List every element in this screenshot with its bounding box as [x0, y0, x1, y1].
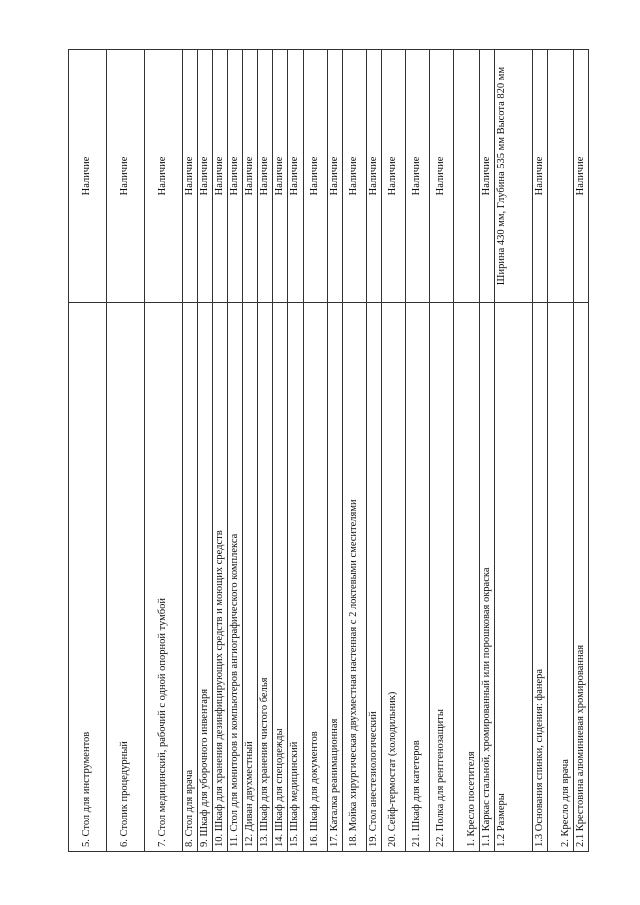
- item-name: 13. Шкаф для хранения чистого белья: [258, 303, 273, 852]
- item-name: 14. Шкаф для спецодежды: [273, 303, 288, 852]
- table-row: [303, 50, 327, 852]
- equipment-table: [68, 49, 589, 852]
- table-row: [183, 50, 198, 852]
- item-value: Наличие: [183, 50, 198, 303]
- item-value: Наличие: [327, 50, 342, 303]
- item-name: 12. Диван двухместный: [243, 303, 258, 852]
- item-value: Наличие: [145, 50, 183, 303]
- table-row: [381, 50, 405, 852]
- item-value: Наличие: [228, 50, 243, 303]
- item-name: 18. Мойка хирургическая двухместная настенная с 2 локтевыми смесителями: [342, 303, 366, 852]
- item-name: 1.3 Основания спинки, сидения: фанера: [532, 303, 547, 852]
- item-value: Наличие: [573, 50, 588, 303]
- section-header-row: [453, 50, 479, 852]
- table-row: [532, 50, 547, 852]
- table-row: [342, 50, 366, 852]
- item-value: Наличие: [69, 50, 107, 303]
- item-name: 19. Стол анестезиологический: [366, 303, 381, 852]
- item-name: 20. Сейф-термостат (холодильник): [381, 303, 405, 852]
- table-row: [198, 50, 213, 852]
- item-name: 6. Столик процедурный: [107, 303, 145, 852]
- table-row: [213, 50, 228, 852]
- table-row: [366, 50, 381, 852]
- table-row: [405, 50, 429, 852]
- item-name: 1.2 Размеры: [494, 303, 532, 852]
- table-row: [288, 50, 303, 852]
- section-header-row: [547, 50, 573, 852]
- item-value: Наличие: [243, 50, 258, 303]
- item-value: Ширина 430 мм, Глубина 535 мм Высота 820 мм: [494, 50, 532, 303]
- table-row: [573, 50, 588, 852]
- section-empty-cell: [453, 50, 479, 303]
- item-name: 5. Стол для инструментов: [69, 303, 107, 852]
- section-empty-cell: [547, 50, 573, 303]
- item-value: Наличие: [366, 50, 381, 303]
- item-value: Наличие: [213, 50, 228, 303]
- table-row: [479, 50, 494, 852]
- item-name: 11. Стол для мониторов и компьютеров ангиографического комплекса: [228, 303, 243, 852]
- item-value: Наличие: [198, 50, 213, 303]
- item-name: 15. Шкаф медицинский: [288, 303, 303, 852]
- table-row: [429, 50, 453, 852]
- item-name: 9. Шкаф для уборочного инвентаря: [198, 303, 213, 852]
- item-name: 16. Шкаф для документов: [303, 303, 327, 852]
- section-title: 1. Кресло посетителя: [453, 303, 479, 852]
- item-value: Наличие: [288, 50, 303, 303]
- table-row: [145, 50, 183, 852]
- section-title: 2. Кресло для врача: [547, 303, 573, 852]
- table-row: [494, 50, 532, 852]
- item-value: Наличие: [342, 50, 366, 303]
- item-value: Наличие: [303, 50, 327, 303]
- item-name: 7. Стол медицинский, рабочий с одной опорной тумбой: [145, 303, 183, 852]
- item-name: 2.1 Крестовина алюминиевая хромированная: [573, 303, 588, 852]
- table-row: [69, 50, 107, 852]
- item-value: Наличие: [405, 50, 429, 303]
- item-value: Наличие: [429, 50, 453, 303]
- item-value: Наличие: [479, 50, 494, 303]
- item-name: 22. Полка для рентгенозащиты: [429, 303, 453, 852]
- item-value: Наличие: [381, 50, 405, 303]
- table-row: [273, 50, 288, 852]
- item-value: Наличие: [258, 50, 273, 303]
- item-value: Наличие: [273, 50, 288, 303]
- table-row: [107, 50, 145, 852]
- table-row: [327, 50, 342, 852]
- item-name: 10. Шкаф для хранения дезинфицирующих средств и моющих средств: [213, 303, 228, 852]
- item-value: Наличие: [532, 50, 547, 303]
- table-row: [228, 50, 243, 852]
- item-name: 8. Стол для врача: [183, 303, 198, 852]
- table-row: [258, 50, 273, 852]
- item-name: 1.1 Каркас стальной, хромированный или порошковая окраска: [479, 303, 494, 852]
- item-name: 21. Шкаф для катетеров: [405, 303, 429, 852]
- table-row: [243, 50, 258, 852]
- item-name: 17. Каталка реанимационная: [327, 303, 342, 852]
- item-value: Наличие: [107, 50, 145, 303]
